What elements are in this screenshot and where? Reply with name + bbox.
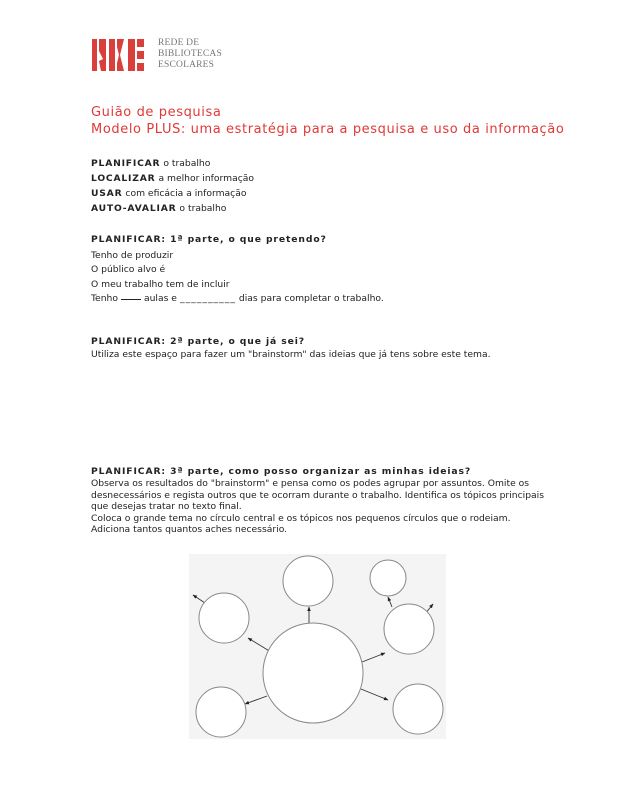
rbe-logo-mark (92, 39, 150, 71)
part3-line: que desejas tratar no texto final. (91, 501, 242, 513)
part1-time-line (91, 293, 384, 305)
part2-text: Utiliza este espaço para fazer um "brainstorm" das ideias que já tens sobre este tema. (91, 349, 491, 360)
part1-heading: PLANIFICAR: 1ª parte, o que pretendo? (91, 234, 327, 245)
subtopic-circle (393, 684, 443, 734)
step-text: o trabalho (179, 203, 227, 214)
part3-instructions (91, 478, 561, 536)
step-keyword: AUTO-AVALIAR (91, 203, 177, 214)
logo-letter-b-diag (117, 39, 124, 71)
logo-line: REDE DE (158, 38, 200, 48)
logo-letter-b (109, 39, 115, 71)
step-text: a melhor informação (158, 173, 255, 184)
logo-letter-r-leg (99, 39, 106, 71)
logo-line: BIBLIOTECAS (158, 49, 222, 59)
logo-text (158, 38, 222, 71)
step-text: o trabalho (163, 158, 211, 169)
part1-line: Tenho de produzir (91, 250, 174, 261)
logo-line: ESCOLARES (158, 60, 215, 70)
time-prefix: Tenho (91, 293, 118, 304)
sub-subtopic-circle (370, 560, 406, 596)
part3-heading: PLANIFICAR: 3ª parte, como posso organizar as minhas ideias? (91, 466, 472, 477)
logo-letter-e (128, 39, 135, 71)
part3-line: desnecessários e regista outros que te ocorram durante o trabalho. Identifica os tópicos principais (91, 489, 544, 501)
subtopic-circle (384, 604, 434, 654)
subtopic-circle (199, 593, 249, 643)
rbe-logo (92, 38, 222, 71)
subtopic-circle (283, 556, 333, 606)
logo-letter-r (92, 39, 97, 71)
time-suffix: dias para completar o trabalho. (238, 293, 384, 304)
step-keyword: PLANIFICAR (91, 158, 161, 169)
central-topic-circle (263, 623, 363, 723)
mind-map-diagram (189, 554, 446, 739)
title-line-1: Guião de pesquisa (91, 105, 222, 120)
part1-line: O público alvo é (91, 264, 166, 275)
plus-step (91, 188, 247, 200)
step-keyword: USAR (91, 188, 123, 199)
step-keyword: LOCALIZAR (91, 173, 156, 184)
part3-line: Observa os resultados do "brainstorm" e pensa como os podes agrupar por assuntos. Omite os (91, 478, 530, 489)
part3-line: Coloca o grande tema no círculo central e os tópicos nos pequenos círculos que o rodeiam. (91, 512, 511, 524)
subtopic-circle (196, 687, 246, 737)
part3-line: Adiciona tantos quantos aches necessário. (91, 524, 288, 536)
document-title (91, 104, 564, 138)
plus-step (91, 158, 210, 170)
part1-line: O meu trabalho tem de incluir (91, 279, 230, 290)
plus-step (91, 173, 254, 185)
days-blank[interactable]: __________ (179, 293, 236, 304)
step-text: com eficácia a informação (125, 188, 247, 199)
title-line-2: Modelo PLUS: uma estratégia para a pesquisa e uso da informação (91, 122, 565, 137)
plus-step (91, 203, 226, 215)
lessons-blank[interactable] (121, 299, 141, 300)
part2-heading: PLANIFICAR: 2ª parte, o que já sei? (91, 336, 305, 347)
time-mid: aulas e (143, 293, 177, 304)
